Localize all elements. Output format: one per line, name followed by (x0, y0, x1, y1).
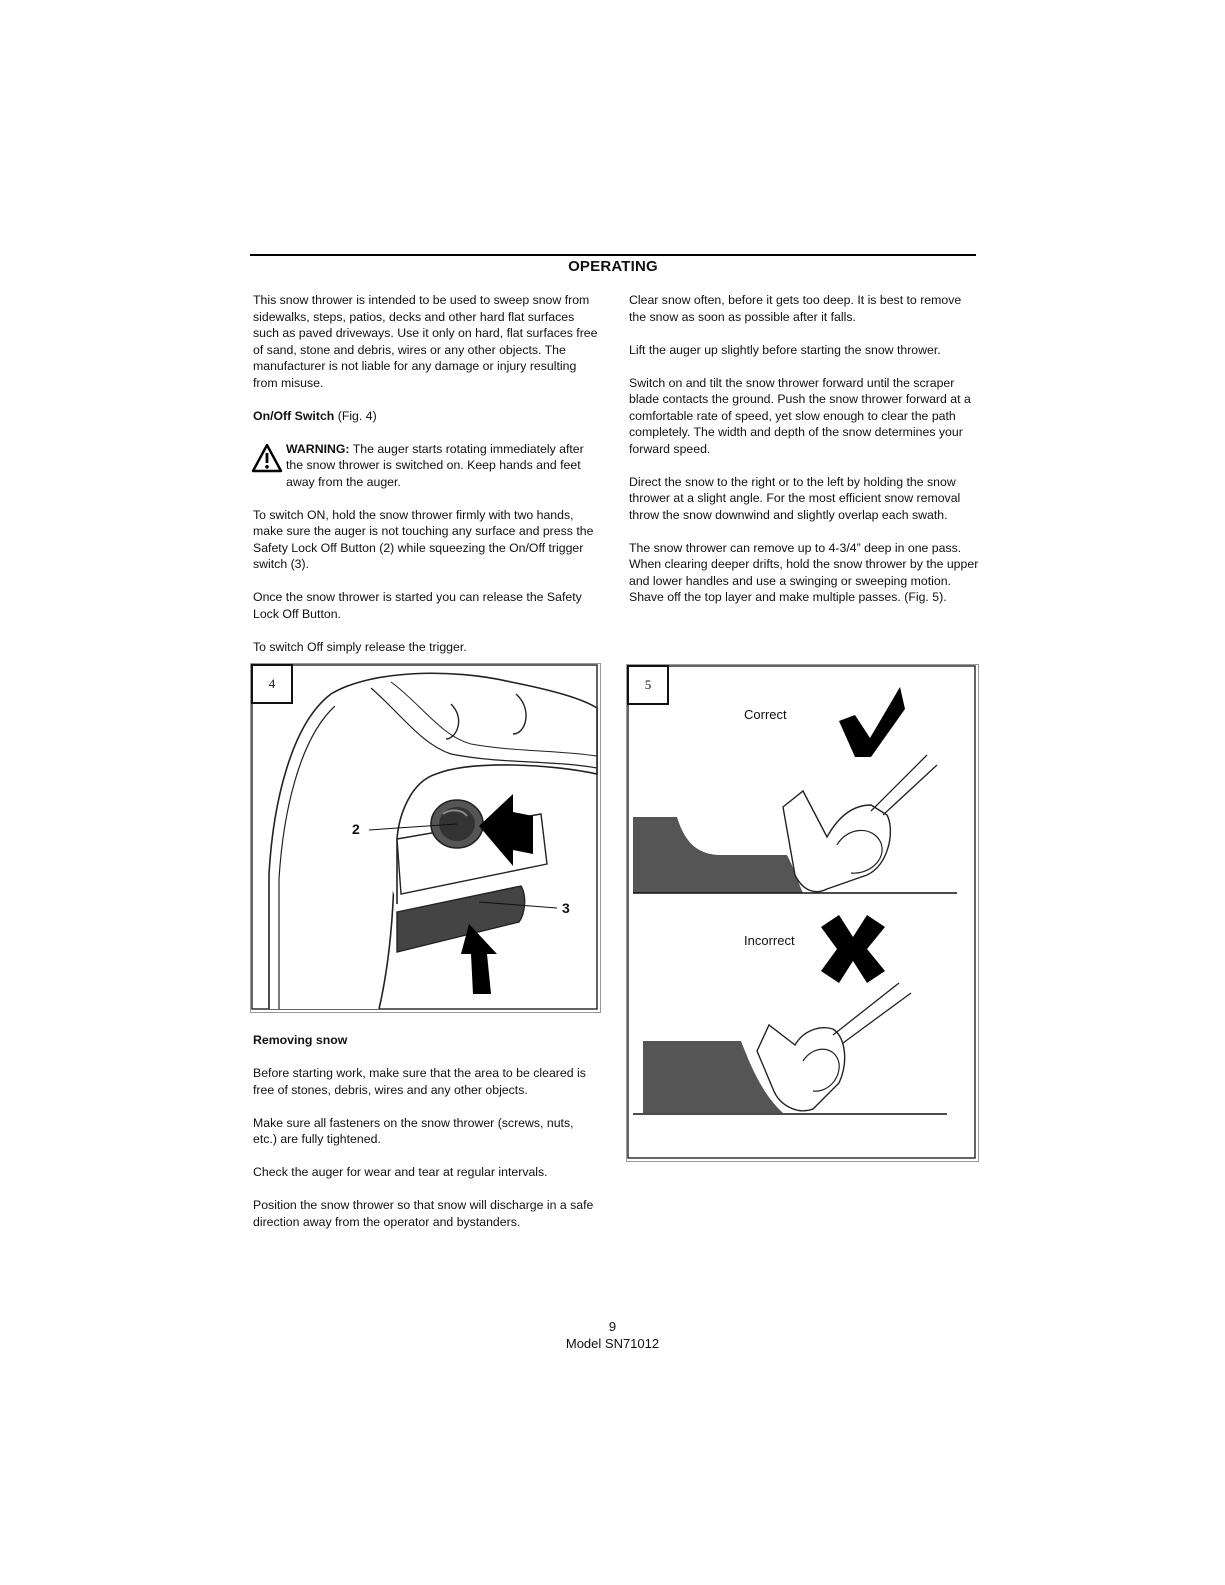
release-paragraph: Once the snow thrower is started you can release the Safety Lock Off Button. (253, 590, 582, 621)
section-title: OPERATING (568, 258, 658, 275)
warning-triangle-icon (251, 443, 283, 473)
direct-paragraph: Direct the snow to the right or to the left by holding the snow thrower at a slight angle. For the most efficient snow removal throw the snow downwind and slightly overlap each swath. (629, 474, 961, 522)
removing-paragraph-1: Before starting work, make sure that the area to be cleared is free of stones, debris, wires and any other objects. (253, 1066, 586, 1097)
removing-paragraph-3: Check the auger for wear and tear at regular intervals. (253, 1165, 548, 1179)
figure-4-number: 4 (251, 664, 293, 704)
removing-heading: Removing snow (253, 1033, 348, 1047)
removing-paragraph-4: Position the snow thrower so that snow will discharge in a safe direction away from the operator and bystanders. (253, 1198, 594, 1229)
switch-on-paragraph: To switch ON, hold the snow thrower firmly with two hands, make sure the auger is not touching any surface and press the Safety Lock Off Button (2) while squeezing the On/Off trigger switch (3). (253, 507, 594, 571)
snow-thrower-switch-illustration (251, 664, 600, 1012)
correct-incorrect-illustration (627, 665, 978, 1161)
switch-heading-line (253, 408, 598, 425)
switch-off-paragraph: To switch Off simply release the trigger. (253, 639, 467, 654)
warning-block (253, 441, 598, 491)
warning-label: WARNING: (286, 441, 350, 456)
figure-5 (626, 664, 979, 1162)
left-column (253, 292, 598, 672)
right-column (629, 292, 979, 622)
page-number: 9 (608, 1319, 617, 1334)
removing-paragraph-2: Make sure all fasteners on the snow thrower (screws, nuts, etc.) are fully tightened. (253, 1115, 574, 1146)
switch-fig-ref: (Fig. 4) (337, 408, 377, 423)
lift-paragraph: Lift the auger up slightly before starting the snow thrower. (629, 342, 941, 357)
warning-text: The auger starts rotating immediately after the snow thrower is switched on. Keep hands and feet away from the auger. (286, 441, 584, 489)
tilt-paragraph: Switch on and tilt the snow thrower forward until the scraper blade contacts the ground. Push the snow thrower forward at a comfortable rate of speed, yet slow enough to clear the path completely. The width and depth of the snow determines your forward speed. (629, 375, 971, 456)
figure-4 (250, 663, 601, 1013)
header-rule (250, 254, 976, 256)
model-number: Model SN71012 (565, 1336, 660, 1351)
removing-snow-section (253, 1032, 598, 1247)
intro-paragraph: This snow thrower is intended to be used to sweep snow from sidewalks, steps, patios, decks and other hard flat surfaces such as paved driveways. Use it only on hard, flat surfaces free of sand, stone and debris, wires or any other objects. The manufacturer is not liable for any damage or injury resulting from misuse. (253, 293, 598, 390)
callout-3: 3 (562, 900, 570, 916)
clear-often-paragraph: Clear snow often, before it gets too deep. It is best to remove the snow as soon as possible after it falls. (629, 293, 962, 324)
depth-paragraph: The snow thrower can remove up to 4-3/4” deep in one pass. When clearing deeper drifts, hold the snow thrower by the upper and lower handles and use a swinging or sweeping motion. Shave off the top layer and make multiple passes. (Fig. 5). (629, 540, 979, 604)
callout-2: 2 (352, 821, 360, 837)
figure-5-number: 5 (627, 665, 669, 705)
incorrect-label: Incorrect (744, 933, 795, 948)
correct-label: Correct (744, 707, 787, 722)
switch-heading: On/Off Switch (253, 408, 335, 423)
